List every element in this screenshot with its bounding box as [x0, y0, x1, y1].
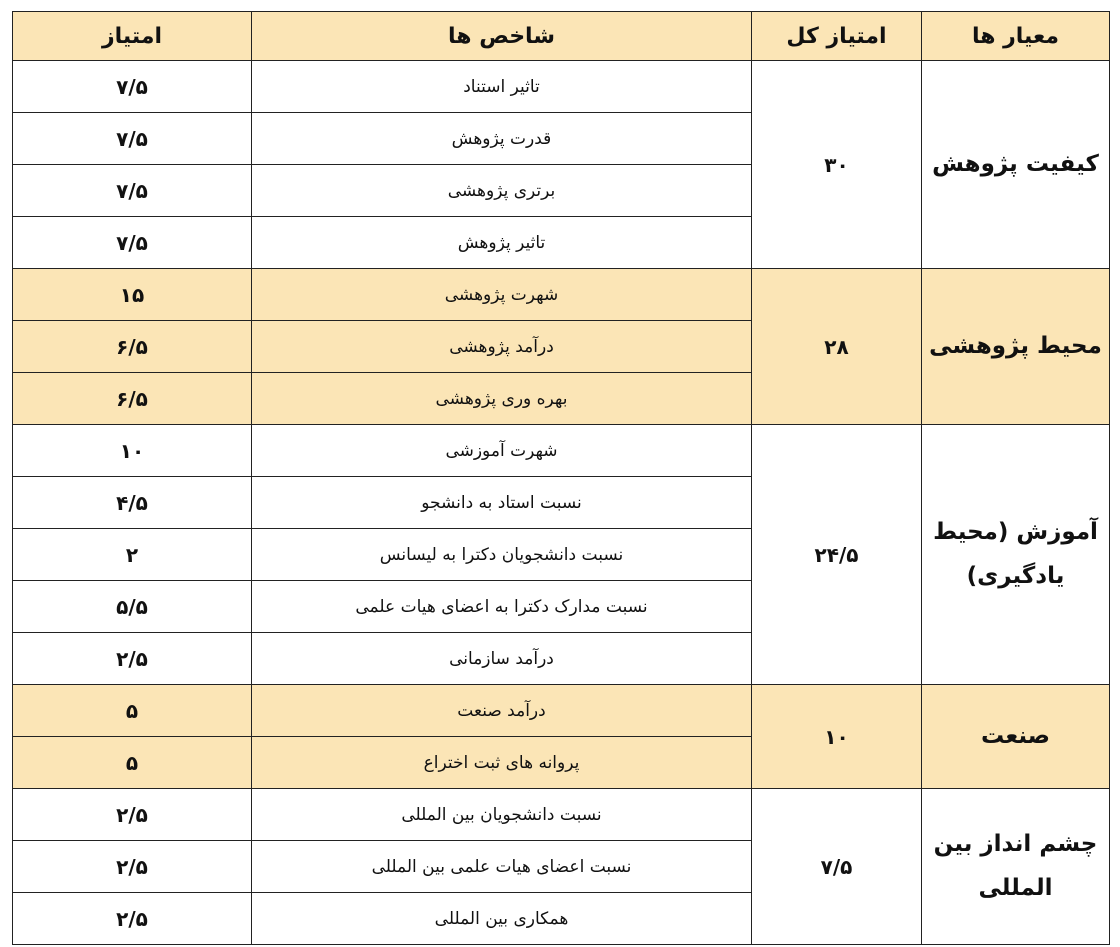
score-cell: ۲/۵ [13, 841, 252, 893]
score-cell: ۲ [13, 529, 252, 581]
criterion-cell: آموزش (محیط یادگیری) [922, 425, 1110, 685]
indicator-cell: همکاری بین المللی [252, 893, 752, 945]
indicator-cell: شهرت آموزشی [252, 425, 752, 477]
table-body [13, 61, 1110, 945]
score-cell: ۱۰ [13, 425, 252, 477]
table-row [13, 789, 1110, 841]
indicator-cell: درآمد پژوهشی [252, 321, 752, 373]
header-score: امتیاز [13, 12, 252, 61]
score-cell: ۵ [13, 737, 252, 789]
score-cell: ۷/۵ [13, 61, 252, 113]
table-row [13, 425, 1110, 477]
total-score-cell: ۲۴/۵ [752, 425, 922, 685]
score-cell: ۲/۵ [13, 893, 252, 945]
score-cell: ۷/۵ [13, 217, 252, 269]
indicator-cell: شهرت پژوهشی [252, 269, 752, 321]
criterion-cell: صنعت [922, 685, 1110, 789]
total-score-cell: ۲۸ [752, 269, 922, 425]
header-indicators: شاخص ها [252, 12, 752, 61]
criterion-cell: محیط پژوهشی [922, 269, 1110, 425]
criterion-cell: چشم انداز بین المللی [922, 789, 1110, 945]
ranking-criteria-table [12, 11, 1110, 945]
table-row [13, 685, 1110, 737]
indicator-cell: درآمد سازمانی [252, 633, 752, 685]
header-row [13, 12, 1110, 61]
header-total-score: امتیاز کل [752, 12, 922, 61]
score-cell: ۶/۵ [13, 321, 252, 373]
score-cell: ۷/۵ [13, 165, 252, 217]
score-cell: ۵/۵ [13, 581, 252, 633]
indicator-cell: نسبت دانشجویان دکترا به لیسانس [252, 529, 752, 581]
score-cell: ۱۵ [13, 269, 252, 321]
score-cell: ۴/۵ [13, 477, 252, 529]
total-score-cell: ۷/۵ [752, 789, 922, 945]
criterion-cell: کیفیت پژوهش [922, 61, 1110, 269]
score-cell: ۶/۵ [13, 373, 252, 425]
score-cell: ۵ [13, 685, 252, 737]
indicator-cell: نسبت اعضای هیات علمی بین المللی [252, 841, 752, 893]
indicator-cell: تاثیر پژوهش [252, 217, 752, 269]
indicator-cell: برتری پژوهشی [252, 165, 752, 217]
table-row [13, 61, 1110, 113]
score-cell: ۷/۵ [13, 113, 252, 165]
total-score-cell: ۱۰ [752, 685, 922, 789]
total-score-cell: ۳۰ [752, 61, 922, 269]
header-criteria: معیار ها [922, 12, 1110, 61]
indicator-cell: بهره وری پژوهشی [252, 373, 752, 425]
indicator-cell: قدرت پژوهش [252, 113, 752, 165]
score-cell: ۲/۵ [13, 789, 252, 841]
indicator-cell: نسبت مدارک دکترا به اعضای هیات علمی [252, 581, 752, 633]
score-cell: ۲/۵ [13, 633, 252, 685]
indicator-cell: نسبت دانشجویان بین المللی [252, 789, 752, 841]
indicator-cell: پروانه های ثبت اختراع [252, 737, 752, 789]
indicator-cell: نسبت استاد به دانشجو [252, 477, 752, 529]
table-row [13, 269, 1110, 321]
indicator-cell: درآمد صنعت [252, 685, 752, 737]
indicator-cell: تاثیر استناد [252, 61, 752, 113]
